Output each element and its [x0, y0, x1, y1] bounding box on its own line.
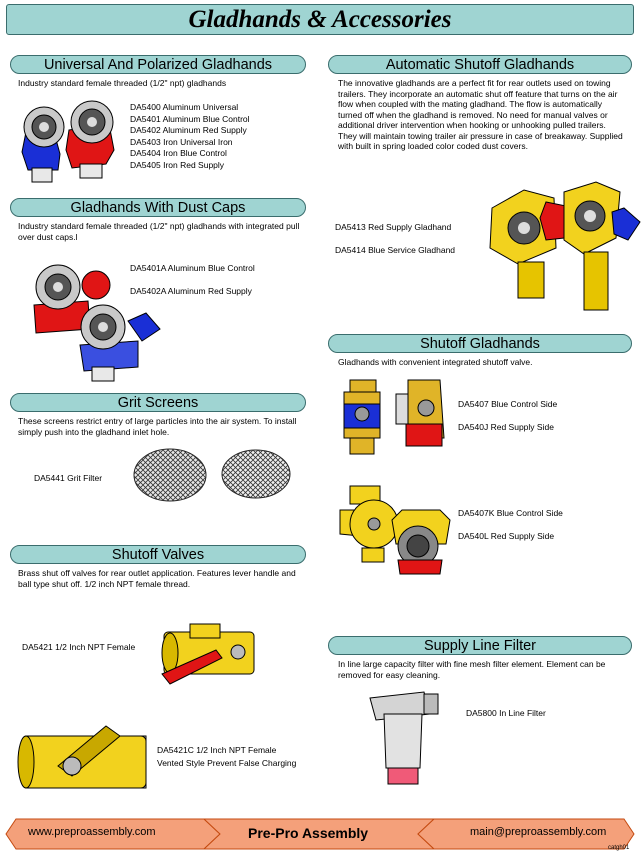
blue-dust-cap-gladhand-icon — [80, 305, 160, 381]
shutoff-item-2: DA540J Red Supply Side — [458, 422, 554, 432]
grit-filter-label: DA5441 Grit Filter — [34, 473, 103, 483]
shutoff-item-4: DA540L Red Supply Side — [458, 531, 555, 541]
page-title: Gladhands & Accessories — [188, 5, 452, 33]
valve-item-2-line-1: DA5421C 1/2 Inch NPT Female — [157, 745, 277, 755]
filter-item-label: DA5800 In Line Filter — [466, 708, 546, 718]
red-gladhand-icon — [66, 101, 114, 178]
section-heading-universal: Universal And Polarized Gladhands — [10, 55, 306, 74]
shutoff-valves-desc: Brass shut off valves for rear outlet application. Features lever handle and ball type shut off. 1/2 inch NPT female thread. — [18, 568, 296, 589]
shutoff-gladhands-desc: Gladhands with convenient integrated shutoff valve. — [338, 357, 533, 367]
universal-item-list — [130, 102, 250, 171]
section-heading-shutoff-valves: Shutoff Valves — [10, 545, 306, 564]
universal-desc: Industry standard female threaded (1/2" npt) gladhands — [18, 78, 227, 88]
inline-filter-icon — [370, 692, 438, 784]
section-heading-dust-caps: Gladhands With Dust Caps — [10, 198, 306, 217]
yellow-gladhand-blue-cap-icon — [564, 182, 640, 310]
footer — [4, 818, 636, 850]
section-heading-automatic-shutoff: Automatic Shutoff Gladhands — [328, 55, 632, 74]
valve-item-2-line-2: Vented Style Prevent False Charging — [157, 758, 297, 768]
footer-email-link[interactable]: main@preproassembly.com — [470, 826, 607, 838]
supply-line-filter-desc: In line large capacity filter with fine mesh filter element. Element can be removed for easy cleaning. — [338, 659, 606, 680]
yellow-shutoff-gladhand-icon — [340, 486, 398, 562]
dust-caps-item-2: DA5402A Aluminum Red Supply — [130, 286, 252, 296]
catalog-code: catgh01 — [608, 845, 630, 851]
section-heading-shutoff-gladhands: Shutoff Gladhands — [328, 334, 632, 353]
footer-website-link[interactable]: www.preproassembly.com — [28, 826, 156, 838]
section-heading-supply-line-filter: Supply Line Filter — [328, 636, 632, 655]
shutoff-gladhands-k-image — [336, 484, 456, 580]
dust-cap-gladhands-image — [28, 255, 168, 385]
vented-valve-icon — [18, 726, 146, 788]
list-item: DA5401 Aluminum Blue Control — [130, 113, 250, 124]
list-item: DA5403 Iron Universal Iron — [130, 136, 233, 147]
shutoff-gladhands-pair-image — [336, 374, 456, 460]
inline-filter-image — [364, 684, 464, 790]
valve-item-1: DA5421 1/2 Inch NPT Female — [22, 642, 136, 652]
automatic-shutoff-gladhands-image — [484, 178, 643, 323]
auto-item-1: DA5413 Red Supply Gladhand — [335, 222, 452, 232]
universal-gladhands-image — [14, 92, 134, 192]
ball-valve-icon — [162, 624, 254, 684]
red-shutoff-gladhand-icon — [396, 380, 444, 446]
list-item: DA5402 Aluminum Red Supply — [130, 125, 247, 135]
list-item: DA5400 Aluminum Universal — [130, 102, 239, 112]
page-title-bar — [6, 4, 634, 35]
blue-shutoff-gladhand-icon — [344, 380, 380, 454]
vented-valve-image — [16, 722, 156, 800]
grit-screens-image — [128, 440, 298, 510]
yellow-gladhand-red-cap-icon — [490, 190, 566, 298]
grit-filter-icon — [222, 450, 290, 498]
grit-screens-desc: These screens restrict entry of large particles into the air system. To install simply push into the gladhand inlet hole. — [18, 416, 297, 437]
auto-item-2: DA5414 Blue Service Gladhand — [335, 245, 456, 255]
list-item: DA5405 Iron Red Supply — [130, 159, 225, 170]
grit-filter-icon — [134, 449, 206, 501]
red-base-shutoff-gladhand-icon — [392, 510, 450, 574]
ball-valve-image — [160, 612, 270, 692]
section-heading-grit-screens: Grit Screens — [10, 393, 306, 412]
blue-gladhand-icon — [22, 107, 64, 182]
footer-company-name: Pre-Pro Assembly — [248, 825, 369, 841]
automatic-shutoff-desc: The innovative gladhands are a perfect fit for rear outlets used on towing trailers. They incorporate an automatic shut off feature that turns on the air flow when coupled with the mating gladhand. The flow is automatically turned off when the gladhand is removed. No need for manual valves or additional driver intervention when hooking or unhooking pulled trailers. They will maintain towing trailer air pressure in case of breakaway. Supplied with built in spring loaded color coded dust covers. — [338, 78, 623, 151]
shutoff-item-1: DA5407 Blue Control Side — [458, 399, 558, 409]
dust-caps-desc: Industry standard female threaded (1/2" npt) gladhands with integrated pull over dust caps.l — [18, 221, 300, 242]
list-item: DA5404 Iron Blue Control — [130, 148, 227, 158]
shutoff-item-3: DA5407K Blue Control Side — [458, 508, 563, 518]
dust-caps-item-1: DA5401A Aluminum Blue Control — [130, 263, 255, 273]
